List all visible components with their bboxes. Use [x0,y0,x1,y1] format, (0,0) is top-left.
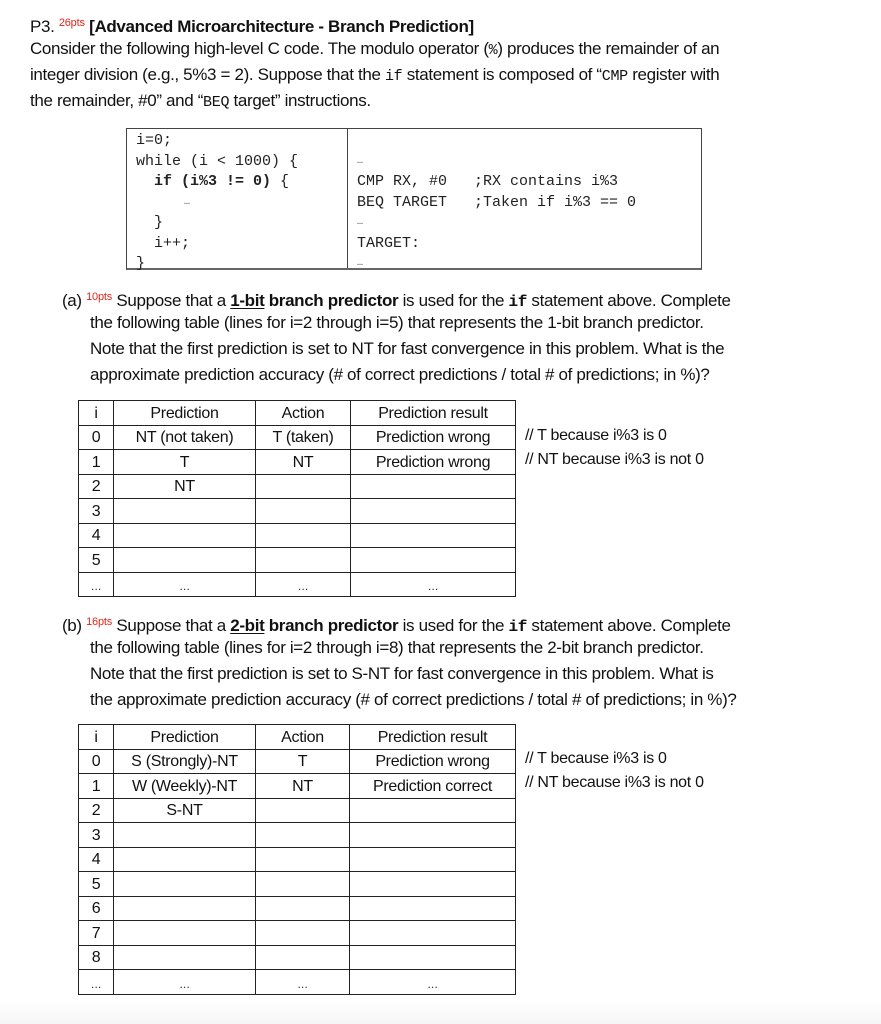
part-b-line-4: the approximate prediction accuracy (# of correct predictions / total # of predictions; in %)? [90,690,737,709]
cell-result[interactable] [350,945,516,970]
cell-prediction[interactable] [114,499,256,524]
problem-header [30,11,474,39]
cell-prediction[interactable] [114,921,256,946]
part-b-points: 16pts [86,616,113,628]
cell-result[interactable] [351,548,516,573]
cell-result[interactable] [350,896,516,921]
cell-action: NT [256,450,351,475]
intro-text: integer division (e.g., 5%3 = 2). Suppose that the [30,65,385,84]
inline-code: if [508,618,528,636]
code-line: while (i < 1000) { [136,152,299,170]
part-b-label: (b) [62,616,82,635]
cell-action[interactable] [256,499,351,524]
page-bottom-background [0,1000,881,1024]
table-row [79,847,516,872]
part-a-bit-emphasis: 1-bit [230,291,265,310]
code-line: } [136,255,146,272]
intro-line-1 [30,37,719,63]
code-box-divider [347,129,348,268]
intro-line-2 [30,63,719,89]
cell-i: 5 [79,872,114,897]
part-a-line-3: Note that the first prediction is set to NT for fast convergence in this problem. What is the [90,339,725,358]
table-header-row [79,725,516,750]
cell-result[interactable] [350,798,516,823]
table-2bit-predictor [78,724,516,995]
cell-result[interactable] [350,847,516,872]
cell-action[interactable] [256,896,350,921]
cell-prediction[interactable] [114,523,256,548]
table-1bit-predictor [78,400,516,597]
cell-action[interactable] [256,798,350,823]
cell-action[interactable] [256,945,350,970]
cell-ellipsis: … [114,970,256,995]
part-a-text: statement above. Complete [527,291,731,310]
cell-prediction[interactable] [114,872,256,897]
header-i: i [79,401,114,426]
cell-result[interactable] [350,872,516,897]
table-row [79,499,516,524]
cell-i: 1 [79,450,114,475]
problem-title: [Advanced Microarchitecture - Branch Prediction] [89,17,474,36]
part-a-line-1 [62,285,731,314]
cell-ellipsis: … [79,572,114,597]
asm-line-beq: BEQ TARGET ;Taken if i%3 == 0 [357,193,637,211]
table-row [79,548,516,573]
code-brace: { [271,173,290,190]
table-row [79,945,516,970]
note-row-0: // T because i%3 is 0 [525,750,667,767]
table-row-ellipsis [79,572,516,597]
cell-action[interactable] [256,921,350,946]
intro-text: target” instructions. [229,91,371,110]
cell-prediction[interactable]: NT [114,474,256,499]
header-result: Prediction result [350,725,516,750]
cell-result[interactable] [351,499,516,524]
header-action: Action [256,401,351,426]
table-row [79,450,516,475]
part-b-line-1 [62,610,731,639]
part-b-text: is used for the [398,616,509,635]
asm-ellipsis: … [357,217,364,228]
header-i: i [79,725,114,750]
intro-text: Consider the following high-level C code. The modulo operator ( [30,39,489,58]
cell-i: 1 [79,774,114,799]
inline-code: CMP [601,68,628,85]
cell-result: Prediction correct [350,774,516,799]
cell-prediction: S (Strongly)-NT [114,749,256,774]
cell-action: NT [256,774,350,799]
table-row [79,774,516,799]
code-line: } [136,214,164,231]
code-line-if [136,172,298,193]
inline-code: if [384,68,403,85]
cell-prediction[interactable] [114,823,256,848]
inline-code: BEQ [203,94,230,111]
intro-text: statement is composed of “ [402,65,602,84]
cell-i: 6 [79,896,114,921]
cell-action[interactable] [256,523,351,548]
cell-result[interactable] [350,921,516,946]
cell-action[interactable] [256,548,351,573]
cell-prediction[interactable] [114,896,256,921]
table-row [79,798,516,823]
table-row [79,523,516,548]
cell-i: 2 [79,474,114,499]
table-row [79,872,516,897]
inline-code: if [508,293,528,311]
asm-line-cmp: CMP RX, #0 ;RX contains i%3 [357,173,619,190]
note-row-1: // NT because i%3 is not 0 [525,774,704,791]
code-box [126,128,702,270]
cell-prediction[interactable]: S-NT [114,798,256,823]
cell-i: 4 [79,847,114,872]
table-row-ellipsis [79,970,516,995]
intro-text: ) produces the remainder of an [497,39,720,58]
table-header-row [79,401,516,426]
cell-action: T (taken) [256,425,351,450]
cell-i: 3 [79,823,114,848]
cell-i: 7 [79,921,114,946]
part-b-bold-text: branch predictor [264,616,399,635]
cell-prediction: NT (not taken) [114,425,256,450]
part-a-label: (a) [62,291,82,310]
table-row [79,896,516,921]
note-row-1: // NT because i%3 is not 0 [525,451,704,468]
cell-i: 2 [79,798,114,823]
cell-i: 8 [79,945,114,970]
cell-ellipsis: … [79,970,114,995]
part-b-line-2: the following table (lines for i=2 through i=8) that represents the 2-bit branch predictor. [90,638,704,657]
cell-i: 0 [79,749,114,774]
table-row [79,749,516,774]
table-row [79,425,516,450]
asm-ellipsis: … [357,155,364,167]
cell-prediction: W (Weekly)-NT [114,774,256,799]
inline-code: % [488,42,498,59]
cell-action[interactable] [256,823,350,848]
part-b-bit-emphasis: 2-bit [230,616,265,635]
part-a-text: is used for the [398,291,509,310]
cell-result: Prediction wrong [351,425,516,450]
intro-text: the remainder, #0” and “ [30,91,204,110]
cell-action[interactable] [256,872,350,897]
cell-result[interactable] [351,474,516,499]
cell-i: 0 [79,425,114,450]
cell-action[interactable] [256,847,350,872]
problem-points: 26pts [58,17,85,29]
cell-ellipsis: … [256,572,351,597]
table-row [79,921,516,946]
header-prediction: Prediction [114,725,256,750]
cell-result: Prediction wrong [350,749,516,774]
if-condition: if (i%3 != 0) [154,173,272,190]
cell-ellipsis: … [114,572,256,597]
cell-action[interactable] [256,474,351,499]
part-a-text: Suppose that a [112,291,231,310]
cell-i: 5 [79,548,114,573]
asm-code [357,131,636,275]
code-line: i++; [136,234,191,252]
code-line: i=0; [136,132,173,149]
c-code [136,131,298,275]
cell-i: 4 [79,523,114,548]
cell-action: T [256,749,350,774]
part-a-line-2: the following table (lines for i=2 through i=5) that represents the 1-bit branch predictor. [90,313,704,332]
ellipsis: … [184,196,191,208]
part-b-text: statement above. Complete [527,616,731,635]
header-action: Action [256,725,350,750]
part-a-points: 10pts [86,291,113,303]
header-prediction: Prediction [114,401,256,426]
part-a-bold-text: branch predictor [264,291,399,310]
cell-prediction[interactable] [114,945,256,970]
part-b-line-3: Note that the first prediction is set to S-NT for fast convergence in this problem. What is [90,664,714,683]
table-row [79,474,516,499]
cell-result[interactable] [351,523,516,548]
part-b-text: Suppose that a [112,616,231,635]
cell-i: 3 [79,499,114,524]
intro-text: register with [627,65,720,84]
cell-prediction: T [114,450,256,475]
code-ellipsis [136,193,298,214]
intro-line-3 [30,89,371,115]
asm-ellipsis: … [357,258,364,269]
cell-result[interactable] [350,823,516,848]
asm-line [357,131,636,152]
cell-prediction[interactable] [114,548,256,573]
header-result: Prediction result [351,401,516,426]
cell-prediction[interactable] [114,847,256,872]
part-a-line-4: approximate prediction accuracy (# of correct predictions / total # of predictions; in %)? [90,365,710,384]
cell-ellipsis: … [350,970,516,995]
cell-ellipsis: … [351,572,516,597]
cell-result: Prediction wrong [351,450,516,475]
note-row-0: // T because i%3 is 0 [525,427,667,444]
cell-ellipsis: … [256,970,350,995]
asm-line-target: TARGET: [357,234,421,252]
table-row [79,823,516,848]
problem-number: P3. [30,17,55,36]
